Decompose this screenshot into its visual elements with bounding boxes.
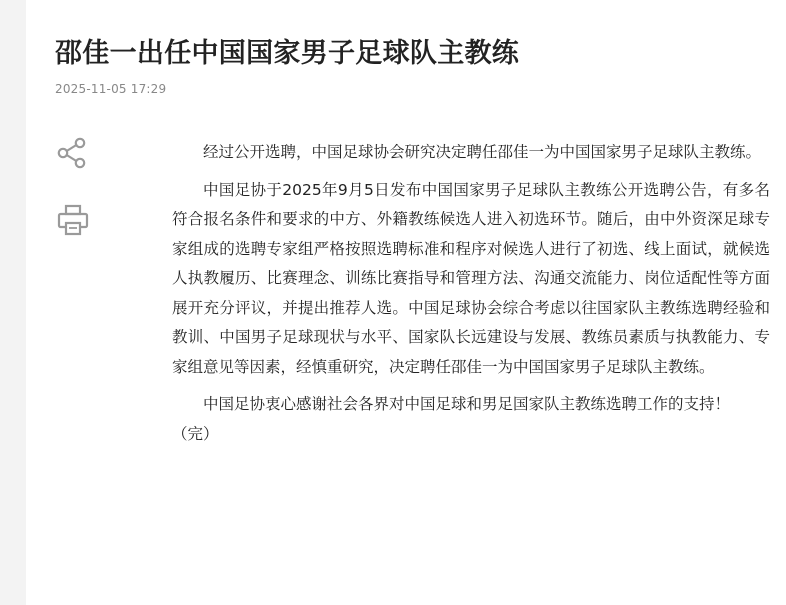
share-icon: [56, 136, 90, 170]
end-mark: （完）: [172, 424, 219, 443]
print-button[interactable]: [55, 202, 91, 238]
article-paragraph: 中国足协于2025年9月5日发布中国国家男子足球队主教练公开选聘公告，有多名符合报名条件和要求的中方、外籍教练候选人进入初选环节。随后，由中外资深足球专家组成的选聘专家组严格按照选聘标准和程序对候选人进行了初选、线上面试，就候选人执教履历、比赛理念、训练比赛指导和管理方法、沟通交流能力、岗位适配性等方面展开充分评议，并提出推荐人选。中国足球协会综合考虑以往国家队主教练选聘经验和教训、中国男子足球现状与水平、国家队长远建设与发展、教练员素质与执教能力、专家组意见等因素，经慎重研究，决定聘任邵佳一为中国国家男子足球队主教练。: [172, 180, 770, 376]
article-paragraph: 中国足协衷心感谢社会各界对中国足球和男足国家队主教练选聘工作的支持！: [203, 395, 731, 413]
article-body: [172, 138, 770, 449]
article-paragraph: 经过公开选聘，中国足球协会研究决定聘任邵佳一为中国国家男子足球队主教练。: [203, 143, 762, 161]
share-button[interactable]: [55, 135, 91, 171]
publish-time: 2025-11-05 17:29: [55, 82, 167, 96]
left-page-gutter: [0, 0, 26, 605]
article-title: 邵佳一出任中国国家男子足球队主教练: [55, 38, 520, 69]
print-icon: [56, 203, 90, 237]
article: [55, 0, 770, 605]
